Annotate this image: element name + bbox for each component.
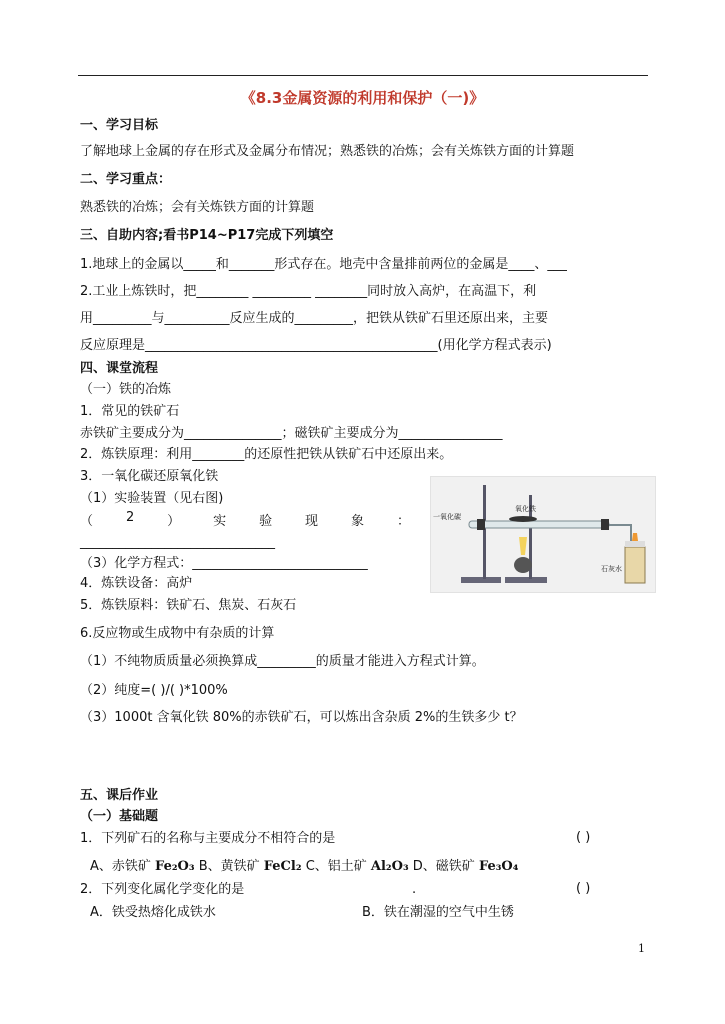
homework-question-1: 1．下列矿石的名称与主要成分不相符合的是 (80, 831, 336, 846)
spread-char: 实 (213, 514, 227, 529)
item-3-3-equation: （3）化学方程式：___________________________ (80, 556, 368, 571)
item-5-materials: 5．炼铁原料：铁矿石、焦炭、石灰石 (80, 598, 297, 613)
item-4-equipment: 4．炼铁设备：高炉 (80, 576, 193, 591)
item-1-ore-components: 赤铁矿主要成分为_______________；磁铁矿主要成分为________________ (80, 426, 503, 441)
homework-q2-option-a: A．铁受热熔化成铁水 (90, 905, 216, 920)
option-c-label: C、铝土矿 (305, 859, 367, 874)
homework-q2-option-b: B．铁在潮湿的空气中生锈 (362, 905, 514, 920)
label-co: 一氧化碳 (433, 513, 461, 521)
spread-char: ： (396, 514, 410, 529)
option-a-label: A、赤铁矿 (90, 859, 151, 874)
item-6-1: （1）不纯物质质量必须换算成_________的质量才能进入方程式计算。 (80, 654, 485, 669)
item-3-1-apparatus: （1）实验装置（见右图) (80, 491, 224, 506)
spread-char: （ (80, 514, 94, 529)
apparatus-diagram (431, 477, 655, 592)
spread-char: 现 (305, 514, 319, 529)
section-3-question-2-line-3: 反应原理是_____________________________________________(用化学方程式表示) (80, 338, 552, 353)
spread-char: 象 (350, 514, 364, 529)
section-4-subheading: （一）铁的冶炼 (80, 382, 172, 397)
homework-question-2: 2．下列变化属化学变化的是 (80, 882, 245, 897)
label-iron-oxide: 氧化铁 (515, 505, 536, 513)
section-5-heading: 五、课后作业 (80, 788, 159, 803)
item-6-3-problem: （3）1000t 含氧化铁 80%的赤铁矿石，可以炼出含杂质 2%的生铁多少 t？ (80, 710, 523, 725)
homework-q2-dot: . (412, 882, 417, 897)
label-limewater: 石灰水 (601, 565, 622, 573)
apparatus-figure (430, 476, 656, 593)
section-4-heading: 四、课堂流程 (80, 361, 159, 376)
spread-char: 2 (125, 510, 135, 525)
section-3-heading: 三、自助内容;看书P14~P17完成下列填空 (80, 228, 334, 243)
option-d-label: D、磁铁矿 (412, 859, 475, 874)
item-1-ore-types: 1．常见的铁矿石 (80, 404, 180, 419)
section-2-text: 熟悉铁的冶炼；会有关炼铁方面的计算题 (80, 200, 315, 215)
option-a-formula: Fe₂O₃ (155, 859, 195, 874)
item-6-2-purity: （2）纯度=( )/( )*100% (80, 683, 228, 698)
spread-char: 验 (259, 514, 273, 529)
option-b-formula: FeCl₂ (263, 859, 302, 874)
header-rule (78, 75, 648, 76)
spread-char: ） (167, 514, 181, 529)
section-3-question-2-line-1: 2.工业上炼铁时，把________ _________ ________同时放入高炉，在高温下，利 (80, 284, 537, 299)
section-1-heading: 一、学习目标 (80, 118, 159, 133)
item-2-principle: 2．炼铁原理：利用________的还原性把铁从铁矿石中还原出来。 (80, 447, 453, 462)
homework-q1-answer-paren: ( ) (576, 830, 591, 845)
option-b-label: B、黄铁矿 (198, 859, 260, 874)
item-3-co-reduction: 3．一氧化碳还原氧化铁 (80, 469, 219, 484)
option-c-formula: Al₂O₃ (370, 859, 409, 874)
section-3-question-2-line-2: 用_________与__________反应生成的_________，把铁从铁矿石里还原出来，主要 (80, 311, 549, 326)
section-1-text: 了解地球上金属的存在形式及金属分布情况；熟悉铁的冶炼；会有关炼铁方面的计算题 (80, 144, 575, 159)
section-3-question-1: 1.地球上的金属以_____和_______形式存在。地壳中含量排前两位的金属是____、___ (80, 257, 567, 272)
item-3-2-phenomenon-label (80, 510, 410, 529)
section-2-heading: 二、学习重点： (80, 172, 172, 187)
item-6-impurity-calc: 6.反应物或生成物中有杂质的计算 (80, 626, 275, 641)
section-5-subheading: （一）基础题 (80, 809, 159, 824)
homework-q1-options (90, 858, 518, 875)
document-title: 《8.3金属资源的利用和保护（一)》 (240, 89, 485, 107)
item-3-2-blank: ______________________________ (80, 535, 275, 550)
page-number: 1 (638, 942, 645, 955)
homework-q2-answer-paren: ( ) (576, 881, 591, 896)
option-d-formula: Fe₃O₄ (478, 859, 519, 874)
